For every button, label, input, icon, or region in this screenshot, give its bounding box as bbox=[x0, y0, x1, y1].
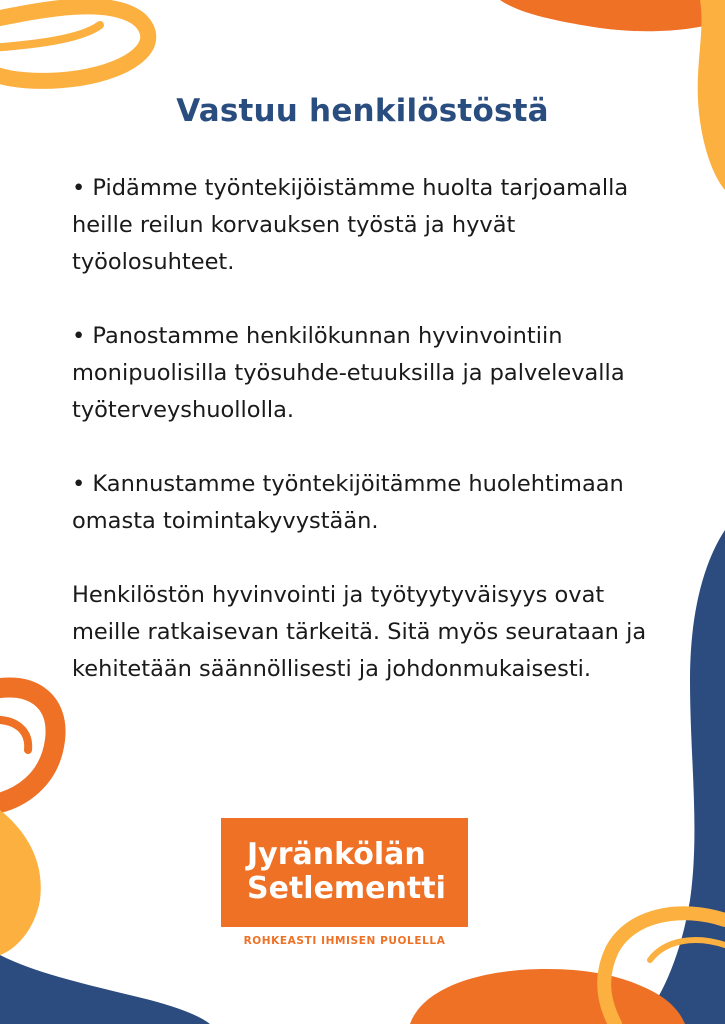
top-right-orange-blob bbox=[500, 0, 725, 31]
bullet-paragraph: • Kannustamme työntekijöitämme huolehtimaan omasta toimintakyvystään. bbox=[72, 471, 624, 534]
closing-paragraph: Henkilöstön hyvinvointi ja työtyytyväisyys ovat meille ratkaisevan tärkeitä. Sitä myös seurataan ja kehitetään säännöllisesti ja johdonmukaisesti. bbox=[72, 582, 647, 682]
bottom-right-orange-blob bbox=[410, 969, 685, 1024]
left-orange-swirl bbox=[0, 687, 56, 805]
left-yellow-blob bbox=[0, 810, 41, 955]
bottom-left-navy-blob bbox=[0, 955, 210, 1024]
logo-line-2: Setlementti bbox=[247, 871, 446, 906]
page-title: Vastuu henkilöstöstä bbox=[176, 92, 549, 129]
body-text bbox=[72, 170, 652, 725]
bullet-paragraph: • Panostamme henkilökunnan hyvinvointiin monipuolisilla työsuhde-etuuksilla ja palvelevalla työterveyshuollolla. bbox=[72, 323, 625, 423]
logo-line-1: Jyränkölän bbox=[247, 837, 426, 872]
logo-tagline: ROHKEASTI IHMISEN PUOLELLA bbox=[243, 935, 446, 947]
right-navy-wave bbox=[640, 530, 725, 1024]
organization-logo bbox=[221, 818, 468, 927]
top-left-yellow-stroke bbox=[0, 6, 148, 81]
bullet-paragraph: • Pidämme työntekijöistämme huolta tarjoamalla heille reilun korvauksen työstä ja hyvät työolosuhteet. bbox=[72, 175, 629, 275]
